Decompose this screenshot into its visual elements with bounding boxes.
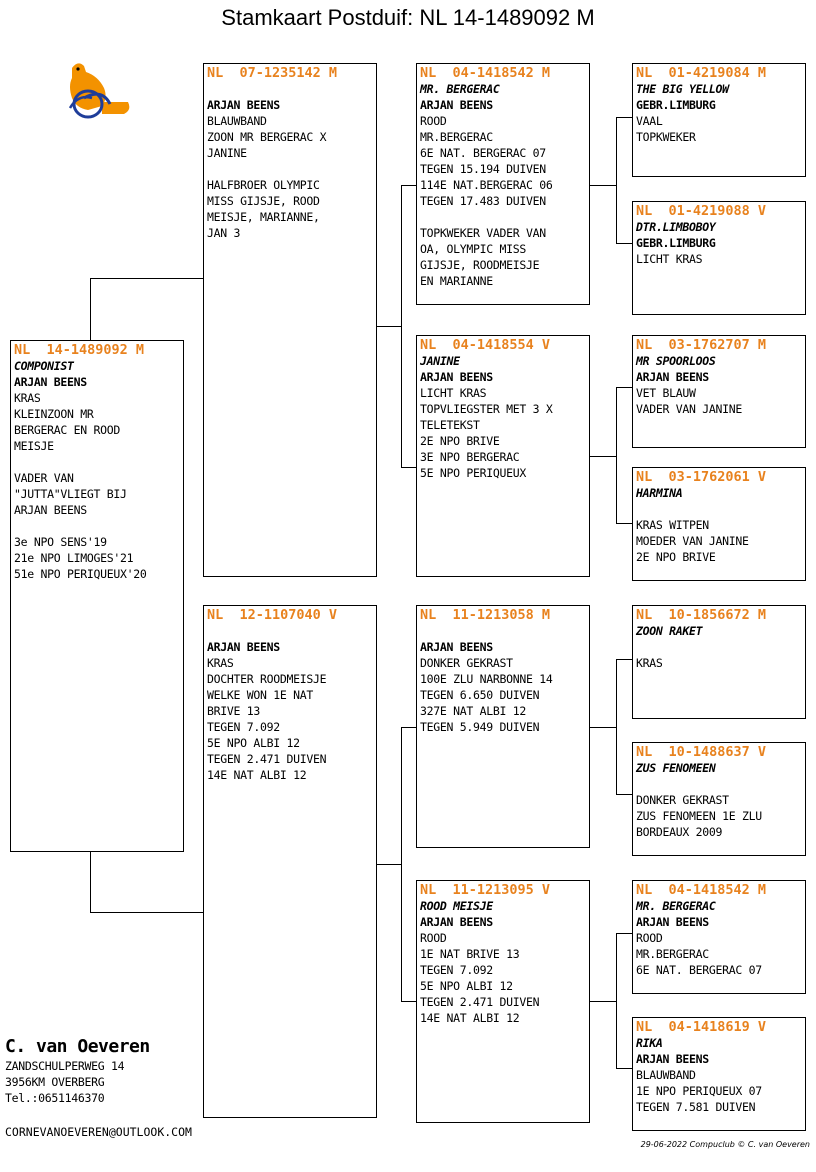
info-line: 5E NPO ALBI 12: [207, 736, 300, 750]
info-line: BERGERAC EN ROOD: [14, 423, 120, 437]
connector-line: [90, 851, 91, 913]
owner-name: [636, 501, 802, 517]
ring-number: NL 07-1235142 M: [207, 65, 338, 81]
pigeon-name: ROOD MEISJE: [420, 899, 493, 913]
info-line: LICHT KRAS: [420, 386, 487, 400]
pigeon-name: COMPONIST: [14, 359, 74, 373]
info-line: ZUS FENOMEEN 1E ZLU: [636, 809, 762, 823]
pigeon-card-mff: [632, 605, 806, 719]
pigeon-logo-icon: [58, 58, 138, 128]
ring-number: NL 04-1418542 M: [636, 882, 767, 898]
info-line: 114E NAT.BERGERAC 06: [420, 178, 553, 192]
breeder-phone: Tel.:0651146370: [5, 1091, 105, 1105]
info-line: VAAL: [636, 114, 663, 128]
breeder-name: C. van Oeveren: [5, 1036, 150, 1057]
info-line: TEGEN 7.092: [207, 720, 280, 734]
pigeon-name: ZOON RAKET: [636, 624, 703, 638]
connector-line: [616, 243, 633, 244]
info-line: 2E NPO BRIVE: [420, 434, 500, 448]
info-line: TOPVLIEGSTER MET 3 X: [420, 402, 553, 416]
info-line: BLAUWBAND: [636, 1068, 696, 1082]
info-line: DOCHTER ROODMEISJE: [207, 672, 327, 686]
info-line: KRAS: [14, 391, 41, 405]
info-line: "JUTTA"VLIEGT BIJ: [14, 487, 127, 501]
pigeon-name: [207, 623, 373, 639]
pigeon-card-mfm: [632, 742, 806, 856]
info-line: TEGEN 7.581 DUIVEN: [636, 1100, 756, 1114]
pigeon-name: MR. BERGERAC: [636, 899, 716, 913]
owner-name: ARJAN BEENS: [207, 98, 280, 112]
connector-line: [90, 278, 91, 340]
pigeon-card-mm: [416, 880, 590, 1123]
info-line: TEGEN 2.471 DUIVEN: [207, 752, 327, 766]
info-line: TEGEN 15.194 DUIVEN: [420, 162, 546, 176]
connector-line: [376, 864, 402, 865]
info-line: EN MARIANNE: [420, 274, 493, 288]
pigeon-card-mmf: [632, 880, 806, 994]
info-line: ZOON MR BERGERAC X: [207, 130, 327, 144]
info-line: KRAS: [636, 656, 663, 670]
info-line: 3e NPO SENS'19: [14, 535, 107, 549]
connector-line: [616, 117, 617, 244]
info-line: MR.BERGERAC: [420, 130, 493, 144]
ring-number: NL 04-1418554 V: [420, 337, 551, 353]
connector-line: [401, 185, 417, 186]
pigeon-card-subject: [10, 340, 184, 852]
info-line: TEGEN 7.092: [420, 963, 493, 977]
info-line: TELETEKST: [420, 418, 480, 432]
info-line: 5E NPO PERIQUEUX: [420, 466, 526, 480]
info-line: 6E NAT. BERGERAC 07: [420, 146, 546, 160]
pigeon-card-father: [203, 63, 377, 577]
info-line: ROOD: [636, 931, 663, 945]
info-line: 14E NAT ALBI 12: [420, 1011, 520, 1025]
owner-name: ARJAN BEENS: [14, 375, 87, 389]
info-line: KRAS WITPEN: [636, 518, 709, 532]
connector-line: [616, 933, 617, 1069]
page-title: Stamkaart Postduif: NL 14-1489092 M: [221, 5, 595, 30]
ring-number: NL 11-1213095 V: [420, 882, 551, 898]
info-line: [420, 209, 586, 225]
ring-number: NL 03-1762707 M: [636, 337, 767, 353]
connector-line: [90, 912, 204, 913]
ring-number: NL 01-4219088 V: [636, 203, 767, 219]
connector-line: [589, 727, 617, 728]
info-line: 2E NPO BRIVE: [636, 550, 716, 564]
info-line: 327E NAT ALBI 12: [420, 704, 526, 718]
ring-number: NL 04-1418542 M: [420, 65, 551, 81]
ring-number: NL 12-1107040 V: [207, 607, 338, 623]
info-line: ROOD: [420, 114, 447, 128]
owner-name: ARJAN BEENS: [420, 640, 493, 654]
breeder-contact: [5, 1036, 150, 1106]
info-line: ARJAN BEENS: [14, 503, 87, 517]
connector-line: [616, 1068, 633, 1069]
owner-name: GEBR.LIMBURG: [636, 98, 716, 112]
owner-name: ARJAN BEENS: [636, 1052, 709, 1066]
ring-number: NL 10-1856672 M: [636, 607, 767, 623]
ring-number: NL 10-1488637 V: [636, 744, 767, 760]
connector-line: [401, 727, 402, 1002]
connector-line: [616, 387, 633, 388]
info-line: JAN 3: [207, 226, 241, 240]
info-line: 51e NPO PERIQUEUX'20: [14, 567, 147, 581]
pigeon-name: MR. BERGERAC: [420, 82, 500, 96]
pigeon-card-fmf: [632, 335, 806, 448]
connector-line: [616, 523, 633, 524]
info-line: MISS GIJSJE, ROOD: [207, 194, 320, 208]
info-line: VET BLAUW: [636, 386, 696, 400]
info-line: MOEDER VAN JANINE: [636, 534, 749, 548]
pigeon-card-ff: [416, 63, 590, 305]
info-line: BRIVE 13: [207, 704, 260, 718]
owner-name: GEBR.LIMBURG: [636, 236, 716, 250]
info-line: 5E NPO ALBI 12: [420, 979, 513, 993]
info-line: HALFBROER OLYMPIC: [207, 178, 320, 192]
pigeon-name: ZUS FENOMEEN: [636, 761, 716, 775]
info-line: BLAUWBAND: [207, 114, 267, 128]
info-line: 14E NAT ALBI 12: [207, 768, 307, 782]
info-line: ROOD: [420, 931, 447, 945]
pigeon-card-fm: [416, 335, 590, 577]
pigeon-card-mother: [203, 605, 377, 1118]
info-line: 1E NAT BRIVE 13: [420, 947, 520, 961]
info-line: MEISJE: [14, 439, 54, 453]
pigeon-name: [207, 81, 373, 97]
owner-name: [636, 639, 802, 655]
info-line: TEGEN 6.650 DUIVEN: [420, 688, 540, 702]
connector-line: [616, 933, 633, 934]
ring-number: NL 14-1489092 M: [14, 342, 145, 358]
pigeon-name: HARMINA: [636, 486, 683, 500]
ring-number: NL 04-1418619 V: [636, 1019, 767, 1035]
info-line: 1E NPO PERIQUEUX 07: [636, 1084, 762, 1098]
info-line: BORDEAUX 2009: [636, 825, 723, 839]
connector-line: [616, 387, 617, 524]
info-line: TEGEN 5.949 DUIVEN: [420, 720, 540, 734]
info-line: TOPKWEKER: [636, 130, 696, 144]
connector-line: [616, 659, 617, 795]
owner-name: ARJAN BEENS: [420, 915, 493, 929]
info-line: OA, OLYMPIC MISS: [420, 242, 526, 256]
footer-credit: 29-06-2022 Compuclub © C. van Oeveren: [640, 1140, 810, 1149]
connector-line: [401, 727, 417, 728]
owner-name: ARJAN BEENS: [636, 370, 709, 384]
pigeon-card-fff: [632, 63, 806, 177]
owner-name: ARJAN BEENS: [636, 915, 709, 929]
info-line: KRAS: [207, 656, 234, 670]
connector-line: [90, 278, 204, 279]
info-line: VADER VAN JANINE: [636, 402, 742, 416]
info-line: TOPKWEKER VADER VAN: [420, 226, 546, 240]
connector-line: [616, 794, 633, 795]
info-line: TEGEN 2.471 DUIVEN: [420, 995, 540, 1009]
connector-line: [616, 117, 633, 118]
info-line: GIJSJE, ROODMEISJE: [420, 258, 540, 272]
connector-line: [616, 659, 633, 660]
ring-number: NL 01-4219084 M: [636, 65, 767, 81]
connector-line: [401, 1001, 417, 1002]
pigeon-card-ffm: [632, 201, 806, 315]
pigeon-name: RIKA: [636, 1036, 663, 1050]
info-line: TEGEN 17.483 DUIVEN: [420, 194, 546, 208]
info-line: [14, 454, 180, 470]
pigeon-name: THE BIG YELLOW: [636, 82, 729, 96]
pigeon-card-fmm: [632, 467, 806, 581]
info-line: DONKER GEKRAST: [636, 793, 729, 807]
info-line: DONKER GEKRAST: [420, 656, 513, 670]
info-line: 3E NPO BERGERAC: [420, 450, 520, 464]
info-line: WELKE WON 1E NAT: [207, 688, 313, 702]
connector-line: [589, 1001, 617, 1002]
info-line: [14, 518, 180, 534]
breeder-address-line: ZANDSCHULPERWEG 14: [5, 1059, 125, 1073]
info-line: 6E NAT. BERGERAC 07: [636, 963, 762, 977]
breeder-email[interactable]: CORNEVANOEVEREN@OUTLOOK.COM: [5, 1125, 192, 1139]
pigeon-name: [420, 623, 586, 639]
info-line: MR.BERGERAC: [636, 947, 709, 961]
ring-number: NL 03-1762061 V: [636, 469, 767, 485]
pigeon-card-mmm: [632, 1017, 806, 1131]
info-line: MEISJE, MARIANNE,: [207, 210, 320, 224]
info-line: LICHT KRAS: [636, 252, 703, 266]
breeder-address-line: 3956KM OVERBERG: [5, 1075, 105, 1089]
connector-line: [401, 185, 402, 468]
owner-name: [636, 776, 802, 792]
connector-line: [401, 467, 417, 468]
owner-name: ARJAN BEENS: [207, 640, 280, 654]
connector-line: [376, 326, 402, 327]
pigeon-name: MR SPOORLOOS: [636, 354, 716, 368]
info-line: [207, 161, 373, 177]
connector-line: [589, 185, 617, 186]
info-line: 100E ZLU NARBONNE 14: [420, 672, 553, 686]
ring-number: NL 11-1213058 M: [420, 607, 551, 623]
info-line: 21e NPO LIMOGES'21: [14, 551, 134, 565]
pigeon-name: JANINE: [420, 354, 460, 368]
connector-line: [589, 456, 617, 457]
pigeon-name: DTR.LIMBOBOY: [636, 220, 716, 234]
owner-name: ARJAN BEENS: [420, 98, 493, 112]
info-line: KLEINZOON MR: [14, 407, 94, 421]
pigeon-card-mf: [416, 605, 590, 848]
info-line: VADER VAN: [14, 471, 74, 485]
info-line: JANINE: [207, 146, 247, 160]
owner-name: ARJAN BEENS: [420, 370, 493, 384]
